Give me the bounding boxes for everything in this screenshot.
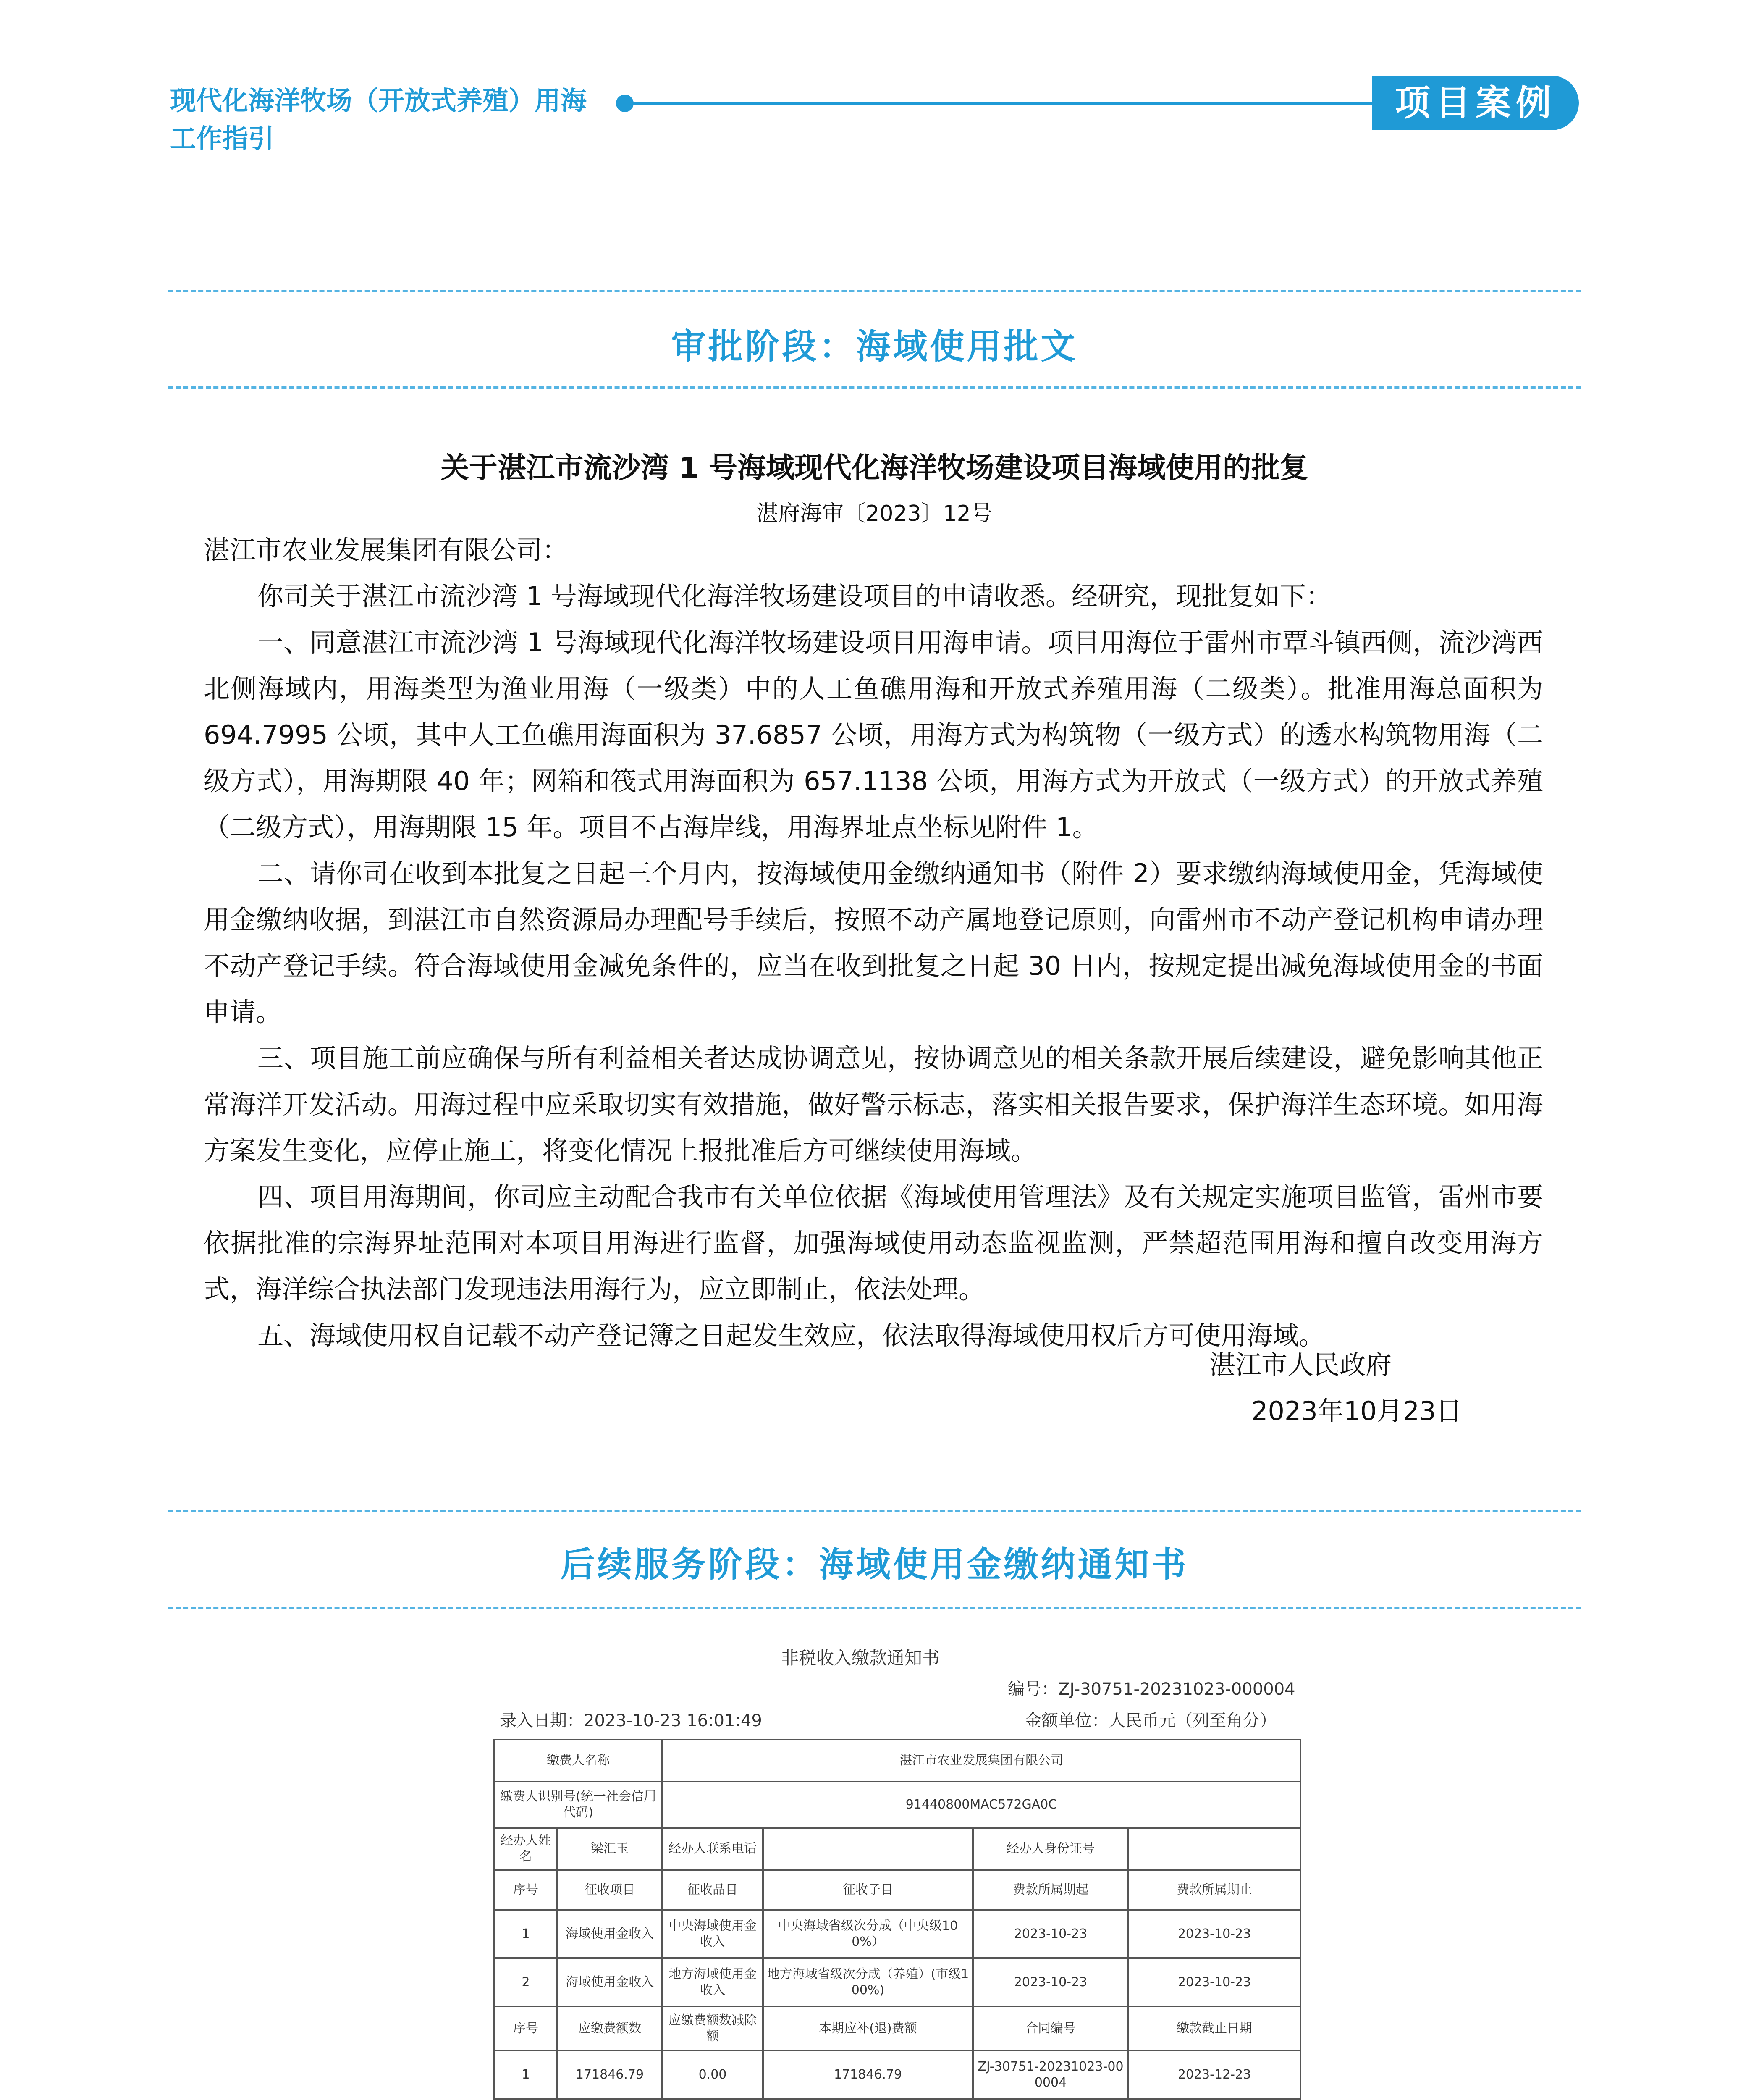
divider-top bbox=[168, 290, 1581, 292]
guide-title-line1: 现代化海洋牧场（开放式养殖）用海 bbox=[170, 85, 587, 116]
letter-date: 2023年10月23日 bbox=[1251, 1396, 1462, 1426]
table-row: 缴费人名称 湛江市农业发展集团有限公司 bbox=[494, 1740, 1300, 1782]
service-section-title: 后续服务阶段：海域使用金缴纳通知书 bbox=[560, 1545, 1189, 1585]
letter-paragraph-4: 四、项目用海期间，你司应主动配合我市有关单位依据《海域使用管理法》及有关规定实施项目监管，雷州市要依据批准的宗海界址范围对本项目用海进行监督，加强海域使用动态监视监测，严禁超范围用海和擅自改变用海方式，海洋综合执法部门发现违法用海行为，应立即制止，依法处理。 bbox=[204, 1181, 1543, 1305]
letter-signature: 湛江市人民政府 bbox=[1209, 1349, 1392, 1380]
guide-title-line2: 工作指引 bbox=[170, 123, 275, 154]
letter-doc-number: 湛府海审〔2023〕12号 bbox=[756, 501, 993, 526]
items-header-row: 序号 征收项目 征收品目 征收子目 费款所属期起 费款所属期止 bbox=[494, 1870, 1300, 1910]
divider-bottom bbox=[168, 386, 1581, 389]
amounts-header-row: 序号 应缴费额数 应缴费额数减除额 本期应补(退)费额 合同编号 缴款截止日期 bbox=[494, 2006, 1300, 2050]
agent-name: 梁汇玉 bbox=[557, 1828, 662, 1870]
letter-title: 关于湛江市流沙湾 1 号海域现代化海洋牧场建设项目海域使用的批复 bbox=[440, 452, 1308, 485]
payer-id: 91440800MAC572GA0C bbox=[662, 1782, 1300, 1828]
letter-intro: 你司关于湛江市流沙湾 1 号海域现代化海洋牧场建设项目的申请收悉。经研究，现批复如下： bbox=[257, 581, 1332, 612]
table-row: 1 171846.79 0.00 171846.79 ZJ-30751-20231023-000004 2023-12-23 bbox=[494, 2050, 1300, 2099]
guide-title bbox=[170, 82, 632, 158]
payment-notice-table bbox=[493, 1739, 1301, 2100]
table-row: 缴费人识别号(统一社会信用代码) 91440800MAC572GA0C bbox=[494, 1782, 1300, 1828]
divider-top-2 bbox=[168, 1510, 1581, 1512]
letter-addressee: 湛江市农业发展集团有限公司： bbox=[204, 535, 569, 565]
letter-paragraph-3: 三、项目施工前应确保与所有利益相关者达成协调意见，按协调意见的相关条款开展后续建设，避免影响其他正常海洋开发活动。用海过程中应采取切实有效措施，做好警示标志，落实相关报告要求，保护海洋生态环境。如用海方案发生变化，应停止施工，将变化情况上报批准后方可继续使用海域。 bbox=[204, 1043, 1543, 1166]
payer-name: 湛江市农业发展集团有限公司 bbox=[662, 1740, 1300, 1782]
approval-section-title: 审批阶段：海域使用批文 bbox=[671, 327, 1078, 367]
letter-paragraph-5: 五、海域使用权自记载不动产登记簿之日起发生效应，依法取得海域使用权后方可使用海域。 bbox=[257, 1320, 1325, 1351]
notice-amount-unit: 金额单位：人民币元（列至角分） bbox=[1025, 1711, 1277, 1730]
letter-body bbox=[204, 527, 1543, 1359]
table-row: 1 海域使用金收入 中央海域使用金收入 中央海域省级次分成（中央级100%） 2023-10-23 2023-10-23 bbox=[494, 1910, 1300, 1958]
notice-title: 非税收入缴款通知书 bbox=[781, 1648, 940, 1668]
table-row: 经办人姓名 梁汇玉 经办人联系电话 经办人身份证号 bbox=[494, 1828, 1300, 1870]
notice-entry-date: 录入日期：2023-10-23 16:01:49 bbox=[500, 1711, 762, 1730]
section-badge: 项目案例 bbox=[1372, 76, 1579, 130]
notice-number: 编号：ZJ-30751-20231023-000004 bbox=[1008, 1680, 1295, 1699]
divider-bottom-2 bbox=[168, 1606, 1581, 1609]
header-rule bbox=[626, 102, 1415, 105]
table-row: 2 海域使用金收入 地方海域使用金收入 地方海域省级次分成（养殖）(市级100%) 2023-10-23 2023-10-23 bbox=[494, 1958, 1300, 2006]
letter-paragraph-1: 一、同意湛江市流沙湾 1 号海域现代化海洋牧场建设项目用海申请。项目用海位于雷州市覃斗镇西侧，流沙湾西北侧海域内，用海类型为渔业用海（一级类）中的人工鱼礁用海和开放式养殖用海（二级类）。批准用海总面积为 694.7995 公顷，其中人工鱼礁用海面积为 37.6857 公顷，用海方式为构筑物（一级方式）的透水构筑物用海（二级方式），用海期限 40 年；网箱和筏式用海面积为 657.1138 公顷，用海方式为开放式（一级方式）的开放式养殖（二级方式），用海期限 15 年。项目不占海岸线，用海界址点坐标见附件 1。 bbox=[204, 627, 1543, 843]
letter-paragraph-2: 二、请你司在收到本批复之日起三个月内，按海域使用金缴纳通知书（附件 2）要求缴纳海域使用金，凭海域使用金缴纳收据，到湛江市自然资源局办理配号手续后，按照不动产属地登记原则，向雷州市不动产登记机构申请办理不动产登记手续。符合海域使用金减免条件的，应当在收到批复之日起 30 日内，按规定提出减免海域使用金的书面申请。 bbox=[204, 858, 1543, 1027]
